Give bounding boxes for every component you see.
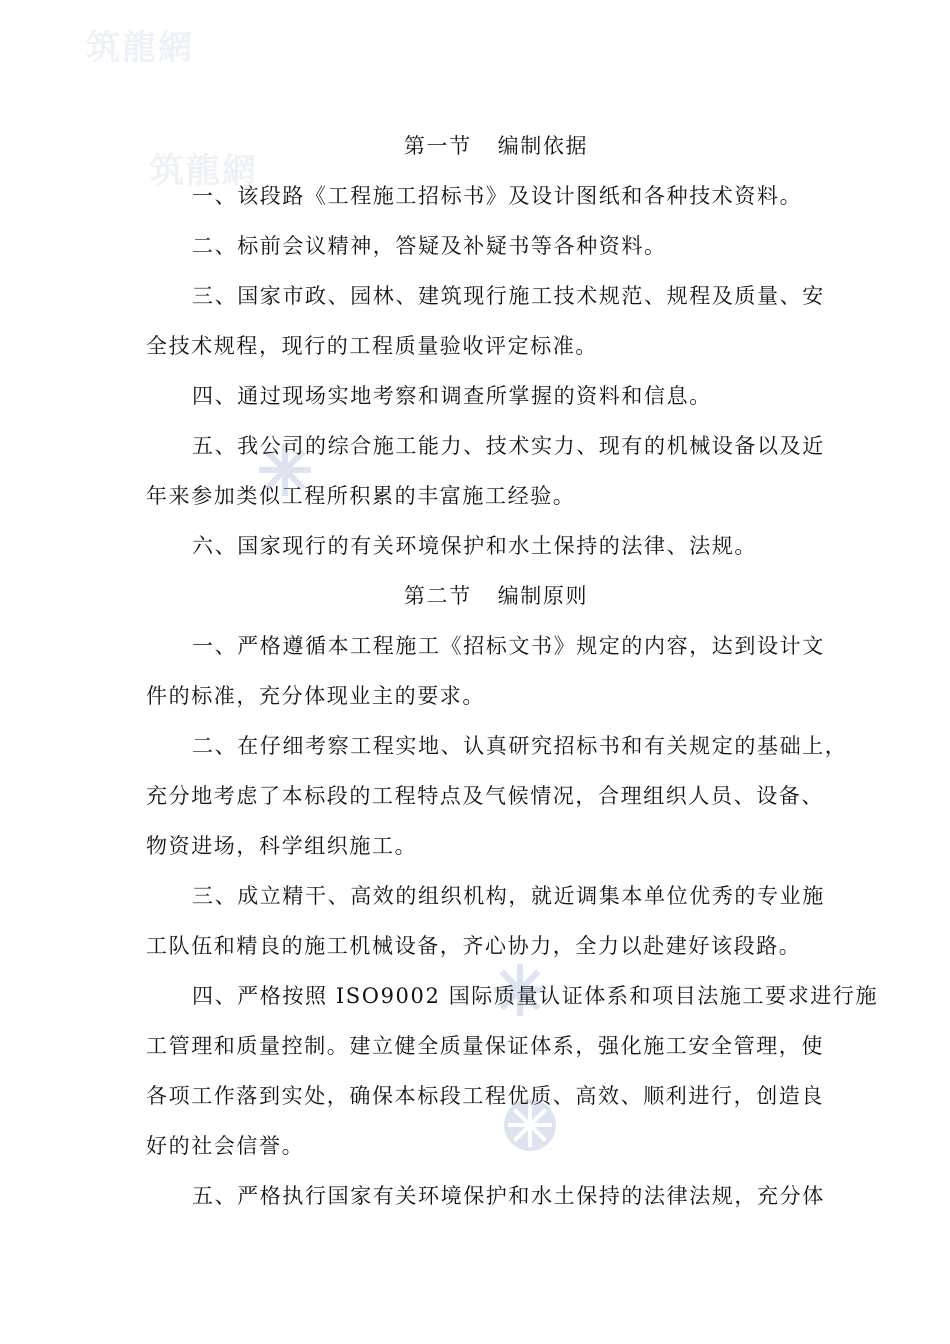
paragraph-line: 二、标前会议精神，答疑及补疑书等各种资料。 — [192, 234, 667, 258]
paragraph-line: 各项工作落到实处，确保本标段工程优质、高效、顺利进行，创造良 — [146, 1084, 824, 1108]
paragraph-line: 物资进场，科学组织施工。 — [146, 834, 418, 858]
paragraph-line: 三、国家市政、园林、建筑现行施工技术规范、规程及质量、安 — [192, 284, 825, 308]
document-body — [146, 126, 879, 1226]
paragraph-line: 好的社会信誉。 — [146, 1134, 305, 1158]
paragraph-line: 三、成立精干、高效的组织机构，就近调集本单位优秀的专业施 — [192, 884, 825, 908]
section-1-heading — [146, 126, 846, 176]
paragraph-line: 六、国家现行的有关环境保护和水土保持的法律、法规。 — [192, 534, 757, 558]
watermark-text: 筑龍網 — [86, 28, 194, 68]
paragraph-line: 五、我公司的综合施工能力、技术实力、现有的机械设备以及近 — [192, 434, 825, 458]
paragraph-line: 年来参加类似工程所积累的丰富施工经验。 — [146, 484, 576, 508]
watermark-text: 筑龍網 — [150, 151, 258, 191]
section-number: 第一节 — [403, 134, 472, 158]
section-2-heading — [146, 576, 846, 626]
paragraph-line: 全技术规程，现行的工程质量验收评定标准。 — [146, 334, 598, 358]
section-title: 编制依据 — [497, 134, 589, 158]
paragraph-line: 一、该段路《工程施工招标书》及设计图纸和各种技术资料。 — [192, 184, 803, 208]
paragraph-line: 工队伍和精良的施工机械设备，齐心协力，全力以赴建好该段路。 — [146, 934, 802, 958]
paragraph-line: 件的标准，充分体现业主的要求。 — [146, 684, 485, 708]
paragraph-line: 四、严格按照 ISO9002 国际质量认证体系和项目法施工要求进行施 — [192, 984, 879, 1008]
paragraph-line: 一、严格遵循本工程施工《招标文书》规定的内容，达到设计文 — [192, 634, 825, 658]
section-title: 编制原则 — [497, 584, 589, 608]
paragraph-line: 五、严格执行国家有关环境保护和水土保持的法律法规，充分体 — [192, 1184, 825, 1208]
paragraph-line: 充分地考虑了本标段的工程特点及气候情况，合理组织人员、设备、 — [146, 784, 824, 808]
paragraph-line: 四、通过现场实地考察和调查所掌握的资料和信息。 — [192, 384, 712, 408]
paragraph-line: 二、在仔细考察工程实地、认真研究招标书和有关规定的基础上， — [192, 734, 848, 758]
section-number: 第二节 — [403, 584, 472, 608]
paragraph-line: 工管理和质量控制。建立健全质量保证体系，强化施工安全管理，使 — [146, 1034, 824, 1058]
